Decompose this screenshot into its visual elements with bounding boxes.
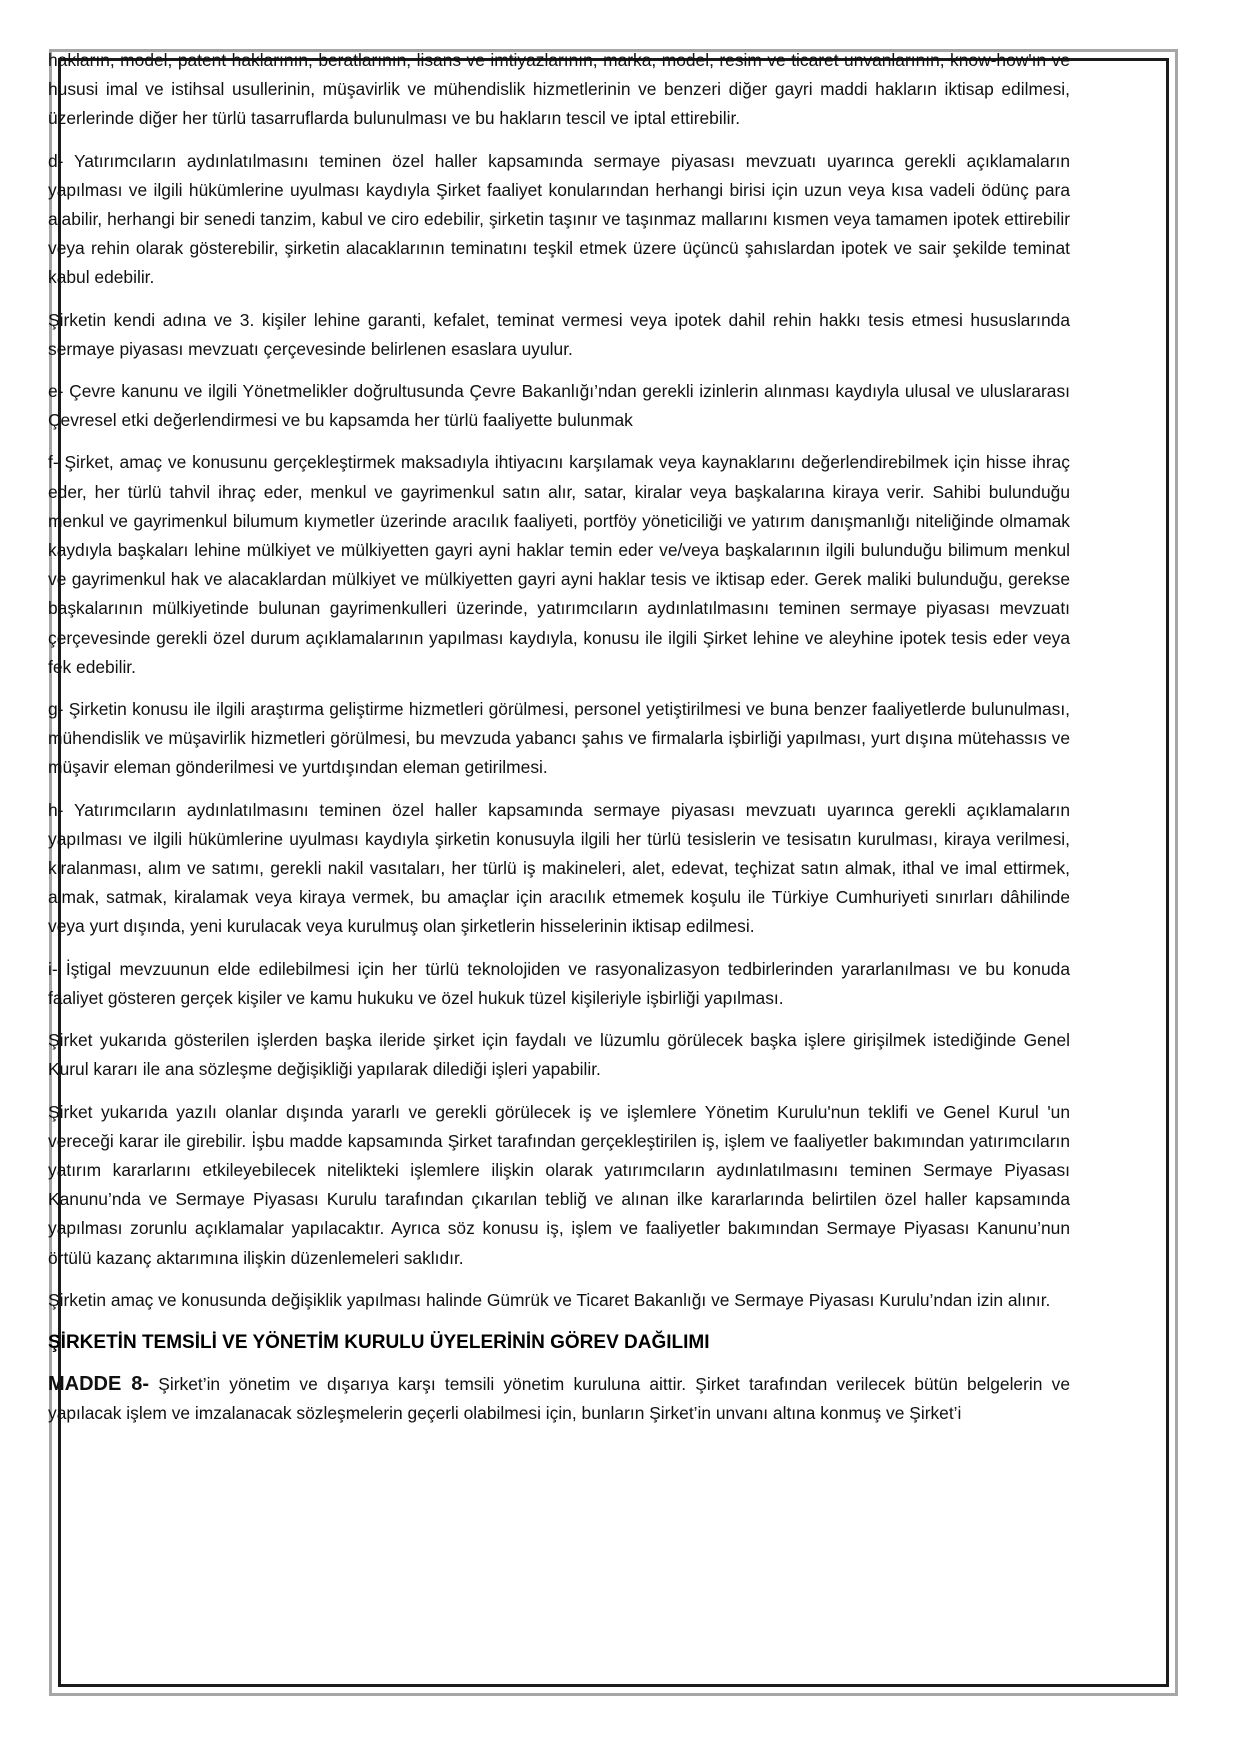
paragraph-i: i- İştigal mevzuunun elde edilebilmesi için her türlü teknolojiden ve rasyonalizasyon tedbirlerinden yararlanılması ve bu konuda faaliyet gösteren gerçek kişiler ve kamu hukuku ve özel hukuk tüzel kişileriyle işbirliği yapılması. [48, 958, 1070, 1008]
paragraph-amendment: Şirketin amaç ve konusunda değişiklik yapılması halinde Gümrük ve Ticaret Bakanlığı ve Sermaye Piyasası Kurulu’ndan izin alınır. [48, 1289, 1051, 1310]
madde-label: MADDE 8- [48, 1372, 150, 1395]
document-body [48, 46, 1070, 1441]
paragraph-f: f- Şirket, amaç ve konusunu gerçekleştirmek maksadıyla ihtiyacını karşılamak veya kaynaklarını değerlendirebilmek için hisse ihraç eder, her türlü tahvil ihraç eder, menkul ve gayrimenkul satın alır, satar, kiralar veya başkalarına kiraya verir. Sahibi bulunduğu menkul ve gayrimenkul bilumum kıymetler üzerinde aracılık faaliyeti, portföy yöneticiliği ve yatırım danışmanlığı niteliğinde olmamak kaydıyla başkaları lehine mülkiyet ve mülkiyetten gayri ayni haklar temin eder ve/veya başkalarının ilgili bulunduğu bilimum menkul ve gayrimenkul hak ve alacaklardan mülkiyet ve mülkiyetten gayri ayni haklar tesis ve iktisap eder. Gerek maliki bulunduğu, gerekse başkalarının mülkiyetinde bulunan gayrimenkulleri üzerinde, yatırımcıların aydınlatılmasını teminen sermaye piyasası mevzuatı çerçevesinde gerekli özel durum açıklamalarının yapılması kaydıyla, konusu ile ilgili Şirket lehine ve aleyhine ipotek tesis eder veya fek edebilir. [48, 452, 1070, 677]
paragraph-h: h- Yatırımcıların aydınlatılmasını teminen özel haller kapsamında sermaye piyasası mevzuatı uyarınca gerekli açıklamaların yapılması ve ilgili hükümlerine uyulması kaydıyla şirketin konusuyla ilgili her türlü tesislerin ve tesisatın kurulması, kiraya verilmesi, kiralanması, alım ve satımı, gerekli nakil vasıtaları, her türlü iş makineleri, alet, edevat, teçhizat satın almak, ithal ve imal ettirmek, almak, satmak, kiralamak veya kiraya vermek, bu amaçlar için aracılık etmemek koşulu ile Türkiye Cumhuriyeti sınırları dâhilinde veya yurt dışında, yeni kurulacak veya kurulmuş olan şirketlerin hisselerinin iktisap edilmesi. [48, 799, 1070, 937]
paragraph-rights: hakların, model, patent haklarının, beratlarının, lisans ve imtiyazlarının, marka, model, resim ve ticaret unvanlarının, know-how'ın ve hususi imal ve istihsal usullerinin, müşavirlik ve mühendislik hizmetlerinin ve benzeri diğer gayri maddi hakların iktisap edilmesi, üzerlerinde diğer her türlü tasarruflarda bulunulması ve bu hakların tescil ve iptal ettirebilir. [48, 50, 1070, 129]
madde-text: Şirket’in yönetim ve dışarıya karşı temsili yönetim kuruluna aittir. Şirket tarafından verilecek bütün belgelerin ve yapılacak işlem ve imzalanacak sözleşmelerin geçerli olabilmesi için, bunların Şirket’in unvanı altına konmuş ve Şirket’i [48, 1373, 1070, 1424]
paragraph-board-proposal: Şirket yukarıda yazılı olanlar dışında yararlı ve gerekli görülecek iş ve işlemlere Yönetim Kurulu'nun teklifi ve Genel Kurul 'un vereceği karar ile girebilir. İşbu madde kapsamında Şirket tarafından gerçekleştirilen iş, işlem ve faaliyetler bakımından yatırımcıların yatırım kararlarını etkileyebilecek nitelikteki işlemlere ilişkin olarak yatırımcıların aydınlatılmasını teminen Sermaye Piyasası Kanunu’nda ve Sermaye Piyasası Kurulu tarafından çıkarılan tebliğ ve alınan ilke kararlarında belirtilen özel haller kapsamında yapılması zorunlu açıklamalar yapılacaktır. Ayrıca söz konusu iş, işlem ve faaliyetler bakımından Sermaye Piyasası Kanunu’nun örtülü kazanç aktarımına ilişkin düzenlemeleri saklıdır. [48, 1101, 1070, 1268]
paragraph-guarantee: Şirketin kendi adına ve 3. kişiler lehine garanti, kefalet, teminat vermesi veya ipotek dahil rehin hakkı tesis etmesi hususlarında sermaye piyasası mevzuatı çerçevesinde belirlenen esaslara uyulur. [48, 309, 1070, 359]
paragraph-madde-8 [48, 1370, 1070, 1428]
paragraph-e: e- Çevre kanunu ve ilgili Yönetmelikler doğrultusunda Çevre Bakanlığı’ndan gerekli izinlerin alınması kaydıyla ulusal ve uluslararası Çevresel etki değerlendirmesi ve bu kapsamda her türlü faaliyette bulunmak [48, 381, 1070, 431]
paragraph-g: g- Şirketin konusu ile ilgili araştırma geliştirme hizmetleri görülmesi, personel yetiştirilmesi ve buna benzer faaliyetlerde bulunulması, mühendislik ve müşavirlik hizmetleri görülmesi, bu mevzuda yabancı şahıs ve firmalarla işbirliği yapılması, yurt dışına mütehassıs ve müşavir eleman gönderilmesi ve yurtdışından eleman getirilmesi. [48, 699, 1070, 778]
section-heading: ŞİRKETİN TEMSİLİ VE YÖNETİM KURULU ÜYELERİNİN GÖREV DAĞILIMI [48, 1331, 710, 1353]
paragraph-d: d- Yatırımcıların aydınlatılmasını teminen özel haller kapsamında sermaye piyasası mevzuatı uyarınca gerekli açıklamaların yapılması ve ilgili hükümlerine uyulması kaydıyla Şirket faaliyet konularından herhangi birisi için uzun veya kısa vadeli ödünç para alabilir, herhangi bir senedi tanzim, kabul ve ciro edebilir, şirketin taşınır ve taşınmaz mallarını kısmen veya tamamen ipotek ettirebilir veya rehin olarak gösterebilir, şirketin alacaklarının teminatını teşkil etmek üzere üçüncü şahıslardan ipotek ve sair şekilde teminat kabul edebilir. [48, 150, 1070, 288]
paragraph-other-works: Şirket yukarıda gösterilen işlerden başka ileride şirket için faydalı ve lüzumlu görülecek başka işlere girişilmek istediğinde Genel Kurul kararı ile ana sözleşme değişikliği yapılarak dilediği işleri yapabilir. [48, 1030, 1070, 1080]
